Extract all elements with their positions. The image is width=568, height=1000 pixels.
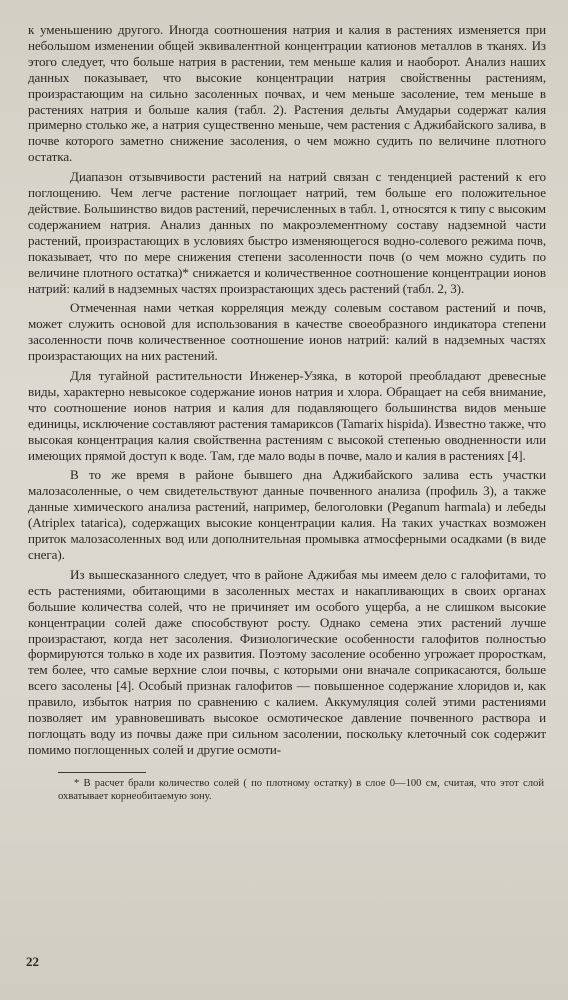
- paragraph-1: к уменьшению другого. Иногда соотношения натрия и калия в растениях изменяется при небольшом изменении общей эквивалентной концентрации катионов металлов в тканях. Из этого следует, что больше натрия в растении, тем меньше калия и наоборот. Анализ наших данных показывает, что высокие концентрации натрия свойственны растениям, произрастающим на сильно засоленных почвах, и чем меньше засоление, тем меньше в растениях натрия и больше калия (табл. 2). Растения дельты Амударьи содержат калия примерно столько же, а натрия существенно меньше, чем растения с Аджибайского залива, в почве которого заметно снижение засоления, о чем можно судить по величине плотного остатка.: [28, 22, 546, 165]
- paragraph-5: В то же время в районе бывшего дна Аджибайского залива есть участки малозасоленные, о чем свидетельствуют данные почвенного анализа (профиль 3), а также данные химического анализа растений, например, белоголовки (Peganum harmala) и лебеды (Atriplex tatarica), содержащих высокие концентрации калия. На таких участках возможен приток малозасоленных вод или дополнительная промывка атмосферными осадками (в виде снега).: [28, 467, 546, 562]
- paragraph-6: Из вышесказанного следует, что в районе Аджибая мы имеем дело с галофитами, то есть растениями, обитающими в засоленных местах и накапливающих в своих органах большие количества солей, что не причиняет им особого ущерба, а не слишком высокие концентрации солей даже способствуют росту. Однако семена этих растений лучше произрастают, когда нет засоления. Физиологические особенности галофитов полностью формируются только в ходе их развития. Поэтому засоление особенно угрожает проросткам, тем более, что самые верхние слои почвы, с которыми они вначале соприкасаются, больше всего засолены [4]. Особый признак галофитов — повышенное содержание хлоридов и, как правило, избыток натрия по сравнению с калием. Аккумуляция солей этими растениями позволяет им уравновешивать высокое осмотическое давление почвенного раствора и поглощать воду из почвы даже при сильном засолении, поскольку клеточный сок содержит помимо поглощенных солей и другие осмоти-: [28, 566, 546, 757]
- body-text: [28, 22, 546, 758]
- paragraph-2: Диапазон отзывчивости растений на натрий связан с тенденцией растений к его поглощению. Чем легче растение поглощает натрий, тем больше его положительное действие. Большинство видов растений, перечисленных в табл. 1, относятся к типу с высоким содержанием натрия. Анализ данных по макроэлементному составу надземной части растений, произрастающих в условиях быстро изменяющегося водно-солевого режима почв, показывает, что по мере снижения степени засоленности почв (о чем можно судить по величине плотного остатка)* снижается и количественное соотношение концентрации ионов натрий: калий в надземных частях произрастающих здесь растений (табл. 2, 3).: [28, 169, 546, 296]
- paragraph-4: Для тугайной растительности Инженер-Узяка, в которой преобладают древесные виды, характерно невысокое содержание ионов натрия и хлора. Обращает на себя внимание, что соотношение ионов натрия и калия для подавляющего большинства видов меньше единицы, исключение составляют растения тамариксов (Tamarix hispida). Известно также, что высокая концентрация калия свойственна растениям с высокой степенью оводненности или имеющих прямой доступ к воде. Там, где мало воды в почве, мало и калия в растениях [4].: [28, 368, 546, 463]
- paragraph-3: Отмеченная нами четкая корреляция между солевым составом растений и почв, может служить основой для использования в качестве своеобразного индикатора степени засоленности почв количественное соотношение ионов натрий: калий в надземных частях произрастающих на них растений.: [28, 300, 546, 364]
- page-number: 22: [26, 954, 39, 969]
- footnote-divider: [58, 772, 146, 773]
- footnote: * В расчет брали количество солей ( по плотному остатку) в слое 0—100 см, считая, что этот слой охватывает корнеобитаемую зону.: [58, 777, 544, 802]
